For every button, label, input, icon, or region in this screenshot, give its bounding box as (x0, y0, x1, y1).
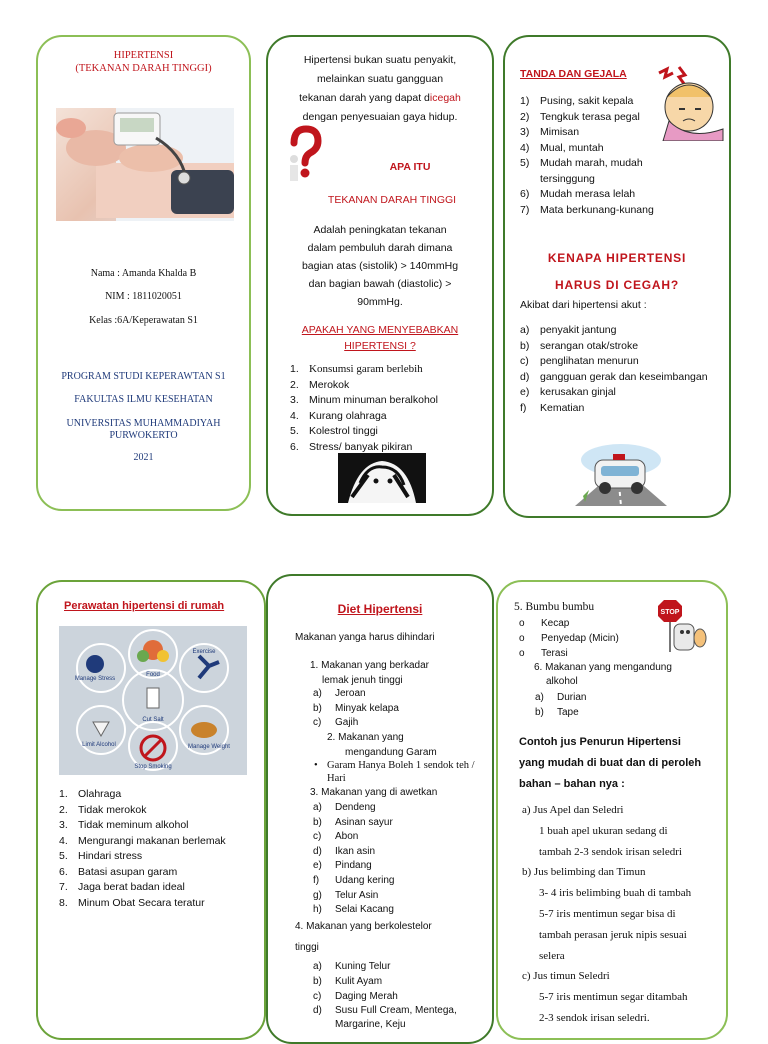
home-care-panel (36, 580, 266, 1040)
cause-item (290, 362, 438, 378)
group3-item-number: a) (313, 802, 322, 813)
alcohol-food-item (535, 705, 586, 720)
group3-item (313, 816, 394, 831)
symptom-item-number: 5) (520, 157, 530, 169)
juice-recipes (522, 800, 712, 1029)
cause-item (290, 378, 438, 394)
stressed-man-image (338, 453, 426, 503)
causes-list (290, 362, 438, 455)
group1-item (313, 702, 399, 717)
symptom-item-text: Mata berkunang-kunang (540, 203, 654, 216)
definition-panel (266, 35, 494, 516)
alcohol-food-list (535, 690, 586, 720)
care-item-number: 5. (59, 850, 68, 862)
group1-item-number: c) (313, 717, 322, 729)
group1-line2: lemak jenuh tinggi (322, 675, 403, 686)
year: 2021 (133, 452, 154, 463)
seasonings-heading: 5. Bumbu bumbu (514, 601, 595, 613)
definition-line4: dan bagian bawah (diastolic) > (308, 278, 452, 290)
seasoning-item-text: Terasi (541, 647, 568, 659)
circle-label-salt: Cut Salt (142, 717, 164, 723)
juice-a-line2: tambah 2-3 sendok irisan seledri (539, 845, 682, 858)
group3-item-number: f) (313, 874, 320, 886)
diet-heading: Diet Hipertensi (337, 602, 423, 616)
symptom-item-number: 2) (520, 110, 530, 123)
care-item-text: Tidak meminum alkohol (78, 819, 189, 831)
effect-item-number: a) (520, 324, 530, 336)
cause-item-text: Minum minuman beralkohol (309, 394, 438, 406)
cause-item (290, 424, 438, 440)
definition-line2: dalam pembuluh darah dimana (307, 242, 453, 254)
university (38, 418, 249, 442)
intro-line3 (274, 89, 486, 108)
symptom-item-text: Pusing, sakit kepala (540, 95, 634, 107)
effect-item-text: penyakit jantung (540, 324, 617, 336)
symptoms-panel (503, 35, 731, 518)
symptom-item (520, 156, 670, 187)
care-item-number: 3. (59, 819, 68, 831)
care-item-text: Mengurangi makanan berlemak (78, 834, 226, 847)
care-item (59, 818, 226, 834)
intro-line3-text: tekanan darah yang dapat d (299, 92, 430, 104)
juice-heading-line1: Contoh jus Penurun Hipertensi (519, 736, 681, 748)
cause-item-number: 4. (290, 409, 299, 422)
symptom-item-text: Mimisan (540, 126, 580, 138)
cover-title (38, 49, 249, 75)
definition-line5: 90mmHg. (357, 296, 403, 308)
care-item-number: 1. (59, 788, 68, 800)
alcohol-food-item-text: Tape (557, 707, 579, 718)
circle-bullet-icon: o (519, 632, 525, 644)
effect-item (520, 370, 720, 386)
group3-item-text: Ikan asin (335, 845, 376, 857)
definition-text (274, 221, 486, 311)
alcohol-food-item (535, 690, 586, 705)
cover-title-line2: (TEKANAN DARAH TINGGI) (75, 63, 212, 74)
group4-item (313, 975, 457, 990)
group3-item (313, 859, 394, 874)
group3-item-text: Telur Asin (335, 889, 379, 901)
group3-item-text: Abon (335, 831, 359, 843)
lifestyle-circles-image (59, 626, 247, 775)
symptoms-list (520, 94, 670, 218)
why-prevent-line1: KENAPA HIPERTENSI (547, 251, 687, 265)
group3-item-number: h) (313, 904, 322, 916)
effect-item (520, 385, 720, 401)
group3-item-number: e) (313, 860, 322, 872)
group4-item (313, 1004, 457, 1019)
question-mark-icon (284, 125, 324, 185)
group3-item-text: Selai Kacang (335, 904, 394, 916)
causes-heading (278, 322, 482, 354)
juice-c-line1: 5-7 iris mentimun segar ditambah (539, 991, 688, 1004)
group3-item-text: Dendeng (335, 802, 376, 813)
care-item-number: 6. (59, 865, 68, 878)
intro-text (274, 51, 486, 127)
juice-c-line2: 2-3 sendok irisan seledri. (539, 1011, 650, 1024)
cause-item-text: Konsumsi garam berlebih (309, 363, 423, 375)
juice-a-title: a) Jus Apel dan Seledri (522, 804, 624, 816)
group4-item-text: Daging Merah (335, 990, 398, 1002)
symptom-item-number: 7) (520, 203, 530, 216)
intro-line1: Hipertensi bukan suatu penyakit, (303, 54, 457, 66)
care-item-text: Minum Obat Secara teratur (78, 896, 205, 909)
group4-line2: tinggi (295, 942, 319, 953)
university-line2: PURWOKERTO (109, 430, 178, 441)
group4-continuation: Margarine, Keju (335, 1019, 406, 1030)
cause-item-number: 1. (290, 363, 299, 375)
blood-pressure-photo (56, 108, 234, 221)
care-item-text: Jaga berat badan ideal (78, 881, 185, 893)
stop-sign-icon (656, 598, 708, 654)
effect-item-text: gangguan gerak dan keseimbangan (540, 370, 708, 383)
effect-item (520, 323, 720, 339)
cause-item-number: 2. (290, 378, 299, 391)
effect-item-number: e) (520, 386, 530, 398)
group3-item (313, 830, 394, 845)
juice-b-line2: 5-7 iris mentimun segar bisa di (539, 907, 676, 920)
cause-item-number: 5. (290, 425, 299, 437)
group3-item-text: Pindang (335, 860, 372, 872)
high-blood-pressure-heading: TEKANAN DARAH TINGGI (327, 194, 457, 206)
intro-cegah-word: icegah (429, 92, 461, 104)
salt-limit-note (314, 759, 484, 785)
juice-b-line1: 3- 4 iris belimbing buah di tambah (539, 887, 692, 900)
group1-item-text: Minyak kelapa (335, 702, 399, 714)
group2-heading (327, 730, 437, 760)
group3-item-number: d) (313, 845, 322, 857)
care-item-text: Tidak merokok (78, 803, 147, 816)
why-prevent-heading (505, 245, 729, 299)
care-item (59, 896, 226, 912)
seasoning-item-text: Penyedap (Micin) (541, 632, 619, 644)
group3-item-text: Asinan sayur (335, 816, 393, 828)
cover-panel (36, 35, 251, 511)
seasoning-item-text: Kecap (541, 618, 570, 629)
seasoning-item (519, 632, 619, 647)
juice-b-line3: tambah perasan jeruk nipis sesuai (539, 928, 687, 941)
effect-item-text: Kematian (540, 401, 585, 414)
group3-heading: 3. Makanan yang di awetkan (310, 787, 438, 798)
definition-line1: Adalah peningkatan tekanan (313, 224, 447, 236)
symptom-item (520, 94, 670, 110)
symptom-item-text: Mual, muntah (540, 141, 604, 154)
group1-item (313, 716, 399, 731)
group4-item (313, 990, 457, 1005)
symptom-item-number: 6) (520, 188, 530, 200)
group3-item (313, 874, 394, 889)
effect-item-number: d) (520, 370, 530, 383)
group3-item (313, 845, 394, 860)
group1-item-text: Jeroan (335, 688, 366, 699)
care-item-number: 2. (59, 803, 68, 816)
circle-label-alcohol: Limit Alcohol (82, 742, 116, 748)
group3-list (313, 801, 394, 918)
home-care-list (59, 787, 226, 911)
care-item-text: Olahraga (78, 788, 122, 800)
group3-item-number: c) (313, 831, 322, 843)
alcohol-food-item-text: Durian (557, 692, 587, 703)
group4-item-text: Susu Full Cream, Mentega, (335, 1005, 457, 1017)
cause-item-number: 3. (290, 394, 299, 406)
juice-b-line4: selera (539, 949, 565, 962)
definition-line3: bagian atas (sistolik) > 140mmHg (301, 260, 459, 272)
effect-item-number: c) (520, 355, 529, 367)
care-item (59, 880, 226, 896)
seasonings-list (519, 617, 619, 661)
university-line1: UNIVERSITAS MUHAMMADIYAH (66, 418, 221, 429)
student-nim: NIM : 1811020051 (105, 291, 182, 302)
intro-line4: dengan penyesuaian gaya hidup. (302, 111, 458, 123)
group2-line1: 2. Makanan yang (327, 732, 404, 743)
effect-item (520, 401, 720, 417)
group4-line1: 4. Makanan yang berkolestelor (295, 921, 432, 932)
group4-item-number: c) (313, 990, 322, 1002)
group1-list (313, 687, 399, 731)
group3-item-text: Udang kering (335, 874, 395, 886)
student-class: Kelas :6A/Keperawatan S1 (89, 315, 198, 326)
ambulance-icon (575, 440, 667, 506)
effect-item-text: penglihatan menurun (540, 355, 639, 367)
symptom-item (520, 125, 670, 141)
cause-item (290, 393, 438, 409)
circle-label-exercise: Exercise (192, 649, 216, 655)
symptom-item-number: 4) (520, 141, 530, 154)
group4-item-text: Kuning Telur (335, 961, 391, 972)
group1-line1: 1. Makanan yang berkadar (310, 660, 429, 671)
alcohol-food-item-number: a) (535, 692, 544, 703)
group4-heading (295, 916, 432, 958)
symptom-item-text: Mudah marah, mudah tersinggung (540, 157, 643, 185)
group4-item-text: Kulit Ayam (335, 975, 383, 987)
effects-list (520, 323, 720, 416)
effect-item-number: f) (520, 401, 527, 414)
care-item-text: Hindari stress (78, 850, 143, 862)
symptom-item-number: 3) (520, 126, 530, 138)
alcohol-food-item-number: b) (535, 707, 544, 718)
group3-item (313, 889, 394, 904)
diet-panel (266, 574, 494, 1044)
care-item (59, 865, 226, 881)
bullet-icon: • (314, 760, 318, 771)
juice-panel (496, 580, 728, 1040)
alcohol-food-line1: 6. Makanan yang mengandung (534, 662, 672, 673)
seasoning-item (519, 647, 619, 662)
intro-line2: melainkan suatu gangguan (316, 73, 444, 85)
group4-item-number: a) (313, 961, 322, 972)
symptom-item-text: Tengkuk terasa pegal (540, 110, 640, 123)
foods-to-avoid-intro: Makanan yanga harus dihindari (295, 632, 435, 643)
symptom-item (520, 187, 670, 203)
care-item-number: 4. (59, 834, 68, 847)
group3-item (313, 801, 394, 816)
effect-item (520, 339, 720, 355)
why-prevent-line2: HARUS DI CEGAH? (554, 278, 679, 292)
group1-item-text: Gajih (335, 717, 359, 729)
effects-intro: Akibat dari hipertensi akut : (520, 299, 647, 311)
care-item-text: Batasi asupan garam (78, 865, 178, 878)
juice-heading-line2: yang mudah di buat dan di peroleh (519, 757, 702, 769)
home-care-heading: Perawatan hipertensi di rumah (64, 600, 225, 612)
group4-item (313, 960, 457, 975)
juice-b-title: b) Jus belimbing dan Timun (522, 866, 646, 879)
what-is-heading: APA ITU (389, 161, 431, 173)
group3-item-number: g) (313, 889, 322, 901)
salt-limit-text: Garam Hanya Boleh 1 sendok teh / Hari (327, 760, 475, 784)
care-item (59, 834, 226, 850)
group4-list (313, 960, 457, 1019)
symptom-item-number: 1) (520, 95, 530, 107)
care-item-number: 7. (59, 881, 68, 893)
study-program: PROGRAM STUDI KEPERAWTAN S1 (61, 371, 226, 382)
circle-bullet-icon: o (519, 618, 525, 629)
causes-heading-line1: APAKAH YANG MENYEBABKAN (301, 324, 459, 336)
care-item (59, 803, 226, 819)
cause-item-number: 6. (290, 440, 299, 453)
symptom-item (520, 110, 670, 126)
cause-item-text: Kolestrol tinggi (309, 425, 378, 437)
effect-item-text: kerusakan ginjal (540, 386, 616, 398)
juice-heading (519, 732, 701, 795)
cause-item-text: Kurang olahraga (309, 409, 387, 422)
alcohol-food-line2: alkohol (546, 676, 578, 687)
cause-item-text: Merokok (309, 378, 350, 391)
group1-item-number: b) (313, 702, 322, 714)
svg-text:STOP: STOP (660, 609, 680, 616)
cover-title-line1: HIPERTENSI (113, 50, 174, 61)
care-item-number: 8. (59, 896, 68, 909)
circle-label-stress: Manage Stress (74, 676, 116, 682)
juice-c-title: c) Jus timun Seledri (522, 970, 610, 983)
circle-label-food: Food (146, 672, 160, 678)
group1-heading (310, 658, 429, 688)
faculty: FAKULTAS ILMU KESEHATAN (74, 394, 213, 405)
cause-item-text: Stress/ banyak pikiran (309, 440, 413, 453)
group4-item-number: d) (313, 1005, 322, 1017)
effect-item-text: serangan otak/stroke (540, 339, 639, 352)
effect-item-number: b) (520, 339, 530, 352)
juice-heading-line3: bahan – bahan nya : (519, 778, 625, 790)
symptom-item (520, 203, 670, 219)
group2-line2: mengandung Garam (345, 747, 437, 758)
cause-item (290, 409, 438, 425)
group1-item-number: a) (313, 688, 322, 699)
circle-label-smoking: Stop Smoking (134, 764, 172, 770)
care-item (59, 849, 226, 865)
group4-item-number: b) (313, 975, 322, 987)
causes-heading-line2: HIPERTENSI ? (344, 340, 416, 352)
group3-item-number: b) (313, 816, 322, 828)
juice-a-line1: 1 buah apel ukuran sedang di (539, 824, 668, 837)
seasoning-item (519, 617, 619, 632)
circle-bullet-icon: o (519, 647, 525, 659)
symptoms-heading: TANDA DAN GEJALA (520, 68, 627, 80)
symptom-item-text: Mudah merasa lelah (540, 188, 636, 200)
circle-label-weight: Manage Weight (188, 744, 230, 750)
alcohol-food-heading (534, 661, 672, 689)
effect-item (520, 354, 720, 370)
group1-item (313, 687, 399, 702)
care-item (59, 787, 226, 803)
symptom-item (520, 141, 670, 157)
student-name: Nama : Amanda Khalda B (90, 268, 197, 279)
